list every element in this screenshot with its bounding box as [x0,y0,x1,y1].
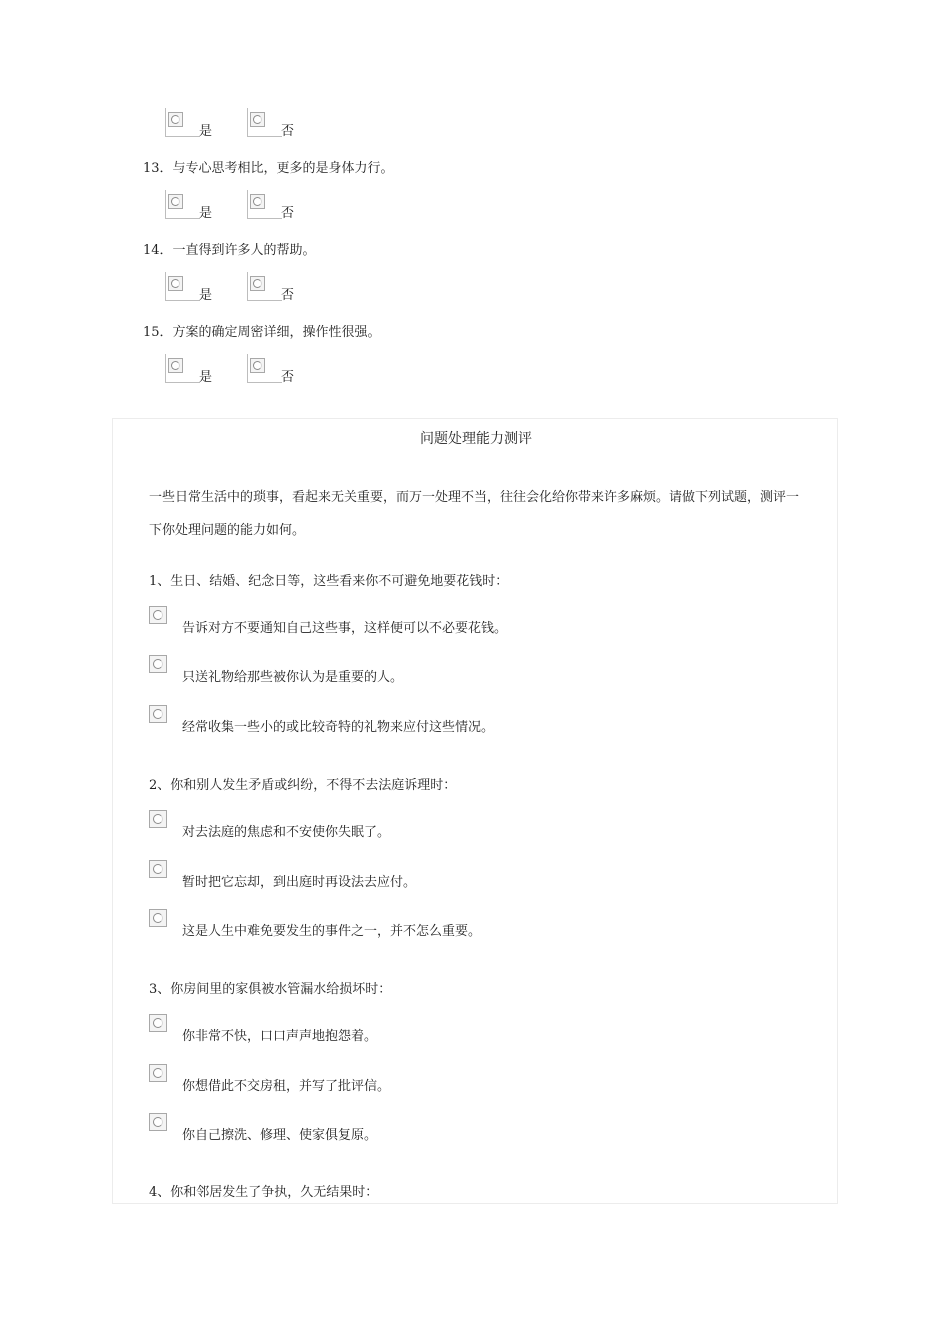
no-label: 否 [281,124,295,139]
radio-icon [253,361,262,370]
question-14: 14．一直得到许多人的帮助。 [143,243,316,258]
answer-row-15 [165,354,365,384]
quiz-panel [112,418,838,1204]
quiz-option[interactable] [149,1014,789,1050]
yes-option[interactable] [165,190,225,220]
radio-icon [171,361,180,370]
no-option[interactable] [247,354,307,384]
radio-button[interactable] [149,1014,167,1032]
quiz-option[interactable] [149,810,789,846]
radio-button[interactable] [168,276,183,291]
yes-label: 是 [199,206,213,221]
quiz-option[interactable] [149,1113,789,1149]
radio-button[interactable] [250,276,265,291]
radio-button[interactable] [250,112,265,127]
answer-row-12 [165,108,365,138]
quiz-option[interactable] [149,606,789,642]
question-15: 15．方案的确定周密详细，操作性很强。 [143,325,381,340]
radio-button[interactable] [149,909,167,927]
option-label: 只送礼物给那些被你认为是重要的人。 [182,670,404,685]
option-label: 你自己擦洗、修理、使家俱复原。 [182,1128,378,1143]
no-label: 否 [281,370,295,385]
option-label: 对去法庭的焦虑和不安使你失眠了。 [182,825,391,840]
option-label: 暂时把它忘却，到出庭时再设法去应付。 [182,875,417,890]
radio-button[interactable] [168,194,183,209]
quiz-question-1: 1、生日、结婚、纪念日等，这些看来你不可避免地要花钱时： [149,574,509,589]
radio-icon [153,814,163,824]
quiz-option[interactable] [149,705,789,741]
quiz-option[interactable] [149,860,789,896]
radio-icon [253,115,262,124]
no-label: 否 [281,206,295,221]
yes-option[interactable] [165,108,225,138]
yes-label: 是 [199,370,213,385]
no-option[interactable] [247,272,307,302]
no-option[interactable] [247,190,307,220]
radio-button[interactable] [149,810,167,828]
radio-button[interactable] [149,1113,167,1131]
radio-icon [153,610,163,620]
radio-button[interactable] [149,705,167,723]
quiz-option[interactable] [149,909,789,945]
quiz-option[interactable] [149,655,789,691]
quiz-question-2: 2、你和别人发生矛盾或纠纷，不得不去法庭诉理时： [149,778,457,793]
radio-button[interactable] [149,606,167,624]
radio-icon [171,197,180,206]
answer-row-14 [165,272,365,302]
yes-option[interactable] [165,354,225,384]
yes-option[interactable] [165,272,225,302]
option-label: 你非常不快，口口声声地抱怨着。 [182,1029,378,1044]
radio-icon [153,1018,163,1028]
radio-button[interactable] [250,358,265,373]
yes-label: 是 [199,124,213,139]
option-label: 这是人生中难免要发生的事件之一，并不怎么重要。 [182,924,482,939]
quiz-question-4: 4、你和邻居发生了争执，久无结果时： [149,1185,379,1200]
radio-button[interactable] [149,1064,167,1082]
radio-icon [171,115,180,124]
answer-row-13 [165,190,365,220]
quiz-option[interactable] [149,1064,789,1100]
no-label: 否 [281,288,295,303]
radio-button[interactable] [168,358,183,373]
quiz-intro: 一些日常生活中的琐事，看起来无关重要，而万一处理不当，往往会化给你带来许多麻烦。请做下列试题，测评一下你处理问题的能力如何。 [149,490,800,538]
radio-button[interactable] [250,194,265,209]
option-label: 你想借此不交房租，并写了批评信。 [182,1079,391,1094]
radio-icon [153,709,163,719]
question-13: 13．与专心思考相比，更多的是身体力行。 [143,161,394,176]
radio-icon [253,197,262,206]
yes-label: 是 [199,288,213,303]
radio-icon [153,1068,163,1078]
radio-icon [253,279,262,288]
option-label: 告诉对方不要通知自己这些事，这样便可以不必要花钱。 [182,621,508,636]
radio-button[interactable] [168,112,183,127]
radio-icon [153,1117,163,1127]
radio-icon [153,659,163,669]
radio-icon [171,279,180,288]
radio-button[interactable] [149,655,167,673]
no-option[interactable] [247,108,307,138]
radio-button[interactable] [149,860,167,878]
quiz-title: 问题处理能力测评 [420,431,532,447]
option-label: 经常收集一些小的或比较奇特的礼物来应付这些情况。 [182,720,495,735]
radio-icon [153,913,163,923]
quiz-question-3: 3、你房间里的家俱被水管漏水给损坏时： [149,982,392,997]
radio-icon [153,864,163,874]
